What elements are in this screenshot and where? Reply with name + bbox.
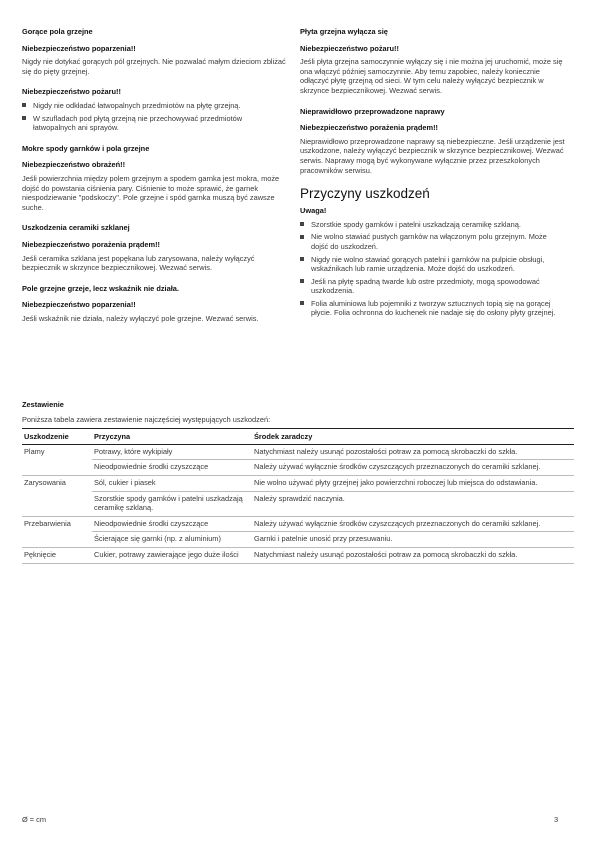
cell-remedy: Natychmiast należy usunąć pozostałości potraw za pomocą skrobaczki do szkła. [252, 444, 574, 460]
warning-fire-2: Niebezpieczeństwo pożaru!! [300, 43, 399, 53]
cell-cause: Nieodpowiednie środki czyszczące [92, 460, 252, 476]
section-title-repairs: Nieprawidłowo przeprowadzone naprawy [300, 106, 445, 116]
table-row [22, 460, 574, 476]
left-column [22, 27, 286, 334]
table-row [22, 516, 574, 532]
warning-burn: Niebezpieczeństwo poparzenia!! [22, 43, 136, 53]
section-title-wet-pans: Mokre spody garnków i pola grzejne [22, 143, 150, 153]
cell-remedy: Natychmiast należy usunąć pozostałości potraw za pomocą skrobaczki do szkła. [252, 547, 574, 563]
cell-damage: Pęknięcie [22, 547, 92, 563]
cell-remedy: Należy używać wyłącznie środków czyszczących przeznaczonych do ceramiki szklanej. [252, 516, 574, 532]
warning-burn-2: Niebezpieczeństwo poparzenia!! [22, 300, 136, 310]
cell-damage: Przebarwienia [24, 518, 71, 528]
list-item: Nie wolno stawiać pustych garnków na włączonym polu grzejnym. Może dojść do uszkodzeń. [300, 232, 566, 251]
right-column [300, 27, 566, 329]
paragraph-wet-pans: Jeśli powierzchnia między polem grzejnym a spodem garnka jest mokra, może dojść do powstania ciśnienia pary. Ciśnienie to może sprawić, że garnek niespodziewanie "podskoczy". Pole grzejne i spód garnka muszą być zawsze suche. [22, 173, 280, 212]
column-header-remedy: Środek zaradczy [252, 429, 574, 445]
table-row [22, 444, 574, 460]
cell-cause: Ścierające się garnki (np. z aluminium) [92, 532, 252, 548]
caution-label: Uwaga! [300, 206, 327, 216]
cell-damage [22, 532, 92, 548]
square-bullet-icon [300, 222, 304, 226]
square-bullet-icon [300, 235, 304, 239]
section-title-switches-off: Płyta grzejna wyłącza się [300, 27, 388, 36]
square-bullet-icon [22, 103, 26, 107]
damage-table [22, 428, 574, 563]
cell-damage [22, 460, 92, 476]
square-bullet-icon [300, 279, 304, 283]
section-title-indicator: Pole grzejne grzeje, lecz wskaźnik nie działa. [22, 283, 179, 293]
table-row [22, 547, 574, 563]
paragraph-hot-zones: Nigdy nie dotykać gorących pól grzejnych. Nie pozwalać małym dzieciom zbliżać się do pięty grzejnej. [22, 57, 286, 76]
paragraph-glass-damage: Jeśli ceramika szklana jest popękana lub zarysowana, należy wyłączyć bezpiecznik w skrzynce bezpiecznikowej. Wezwać serwis. [22, 253, 255, 273]
section-title-glass-damage: Uszkodzenia ceramiki szklanej [22, 223, 130, 233]
paragraph-switches-off: Jeśli płyta grzejna samoczynnie wyłączy się i nie można jej uruchomić, może się ona włączyć później samoczynnie. Aby temu zapobiec, należy koniecznie odłączyć płytę grzejną od sieci. W tym celu należy wyłączyć bezpiecznik w skrzynce bezpiecznikowej. Wezwać serwis. [300, 57, 563, 95]
list-item: Nigdy nie odkładać łatwopalnych przedmiotów na płytę grzejną. [22, 101, 286, 111]
cell-damage: Plamy [24, 446, 45, 456]
warning-electric-shock-2: Niebezpieczeństwo porażenia prądem!! [300, 123, 438, 133]
table-header-row [22, 429, 574, 445]
footer-diameter-note: Ø = cm [22, 815, 47, 824]
cell-damage: Zarysowania [24, 477, 66, 487]
cell-cause: Nieodpowiednie środki czyszczące [92, 516, 252, 532]
list-item: Szorstkie spody garnków i patelni uszkadzają ceramikę szklaną. [300, 220, 566, 230]
fire-bullet-list [22, 101, 286, 133]
cell-remedy: Nie wolno używać płyty grzejnej jako powierzchni roboczej lub miejsca do odstawiania. [252, 475, 574, 491]
list-item: Jeśli na płytę spadną twarde lub ostre przedmioty, mogą spowodować uszkodzenia. [300, 277, 566, 296]
list-item: W szufladach pod płytą grzejną nie przechowywać przedmiotów łatwopalnych ani sprayów. [22, 114, 286, 133]
cell-cause: Cukier, potrawy zawierające jego duże ilości [92, 547, 252, 563]
cell-remedy: Należy sprawdzić naczynia. [252, 491, 574, 516]
page-number: 3 [554, 815, 559, 824]
table-row [22, 491, 574, 516]
warning-fire: Niebezpieczeństwo pożaru!! [22, 87, 121, 97]
section-title-hot-zones: Gorące pola grzejne [22, 27, 93, 36]
paragraph-repairs: Nieprawidłowo przeprowadzone naprawy są niebezpieczne. Jeśli urządzenie jest uszkodzone, należy wyłączyć bezpiecznik w skrzynce bezpiecznikowej. Wezwać serwis. Naprawy mogą być wykonywane wyłącznie przez przeszkolonych pracowników serwisu. [300, 136, 565, 175]
summary-intro: Poniższa tabela zawiera zestawienie najczęściej występujących uszkodzeń: [22, 414, 271, 424]
cell-remedy: Garnki i patelnie unosić przy przesuwaniu. [252, 532, 574, 548]
list-item: Folia aluminiowa lub pojemniki z tworzyw sztucznych topią się na gorącej płycie. Folia ochronna do kuchenek nie nadaje się do osłony płyty grzejnej. [300, 299, 566, 318]
square-bullet-icon [300, 301, 304, 305]
cell-remedy: Należy używać wyłącznie środków czyszczących przeznaczonych do ceramiki szklanej. [252, 460, 574, 476]
cell-cause: Potrawy, które wykipiały [92, 444, 252, 460]
square-bullet-icon [300, 257, 304, 261]
square-bullet-icon [22, 116, 26, 120]
damage-bullet-list [300, 220, 566, 318]
table-row [22, 532, 574, 548]
warning-injury: Niebezpieczeństwo obrażeń!! [22, 160, 126, 170]
column-header-damage: Uszkodzenie [22, 429, 92, 445]
summary-title: Zestawienie [22, 400, 64, 409]
list-item: Nigdy nie wolno stawiać gorących patelni i garnków na pulpicie obsługi, wskaźnikach lub ramie urządzenia. Może dojść do uszkodzeń. [300, 255, 566, 274]
paragraph-indicator: Jeśli wskaźnik nie działa, należy wyłączyć pole grzejne. Wezwać serwis. [22, 313, 259, 323]
heading-damage-causes: Przyczyny uszkodzeń [300, 186, 430, 202]
cell-damage [22, 491, 92, 516]
cell-cause: Sól, cukier i piasek [92, 475, 252, 491]
column-header-cause: Przyczyna [92, 429, 252, 445]
table-row [22, 475, 574, 491]
warning-electric-shock: Niebezpieczeństwo porażenia prądem!! [22, 239, 160, 249]
cell-cause: Szorstkie spody garnków i patelni uszkadzają ceramikę szklaną. [92, 491, 252, 516]
summary-section [22, 400, 574, 564]
